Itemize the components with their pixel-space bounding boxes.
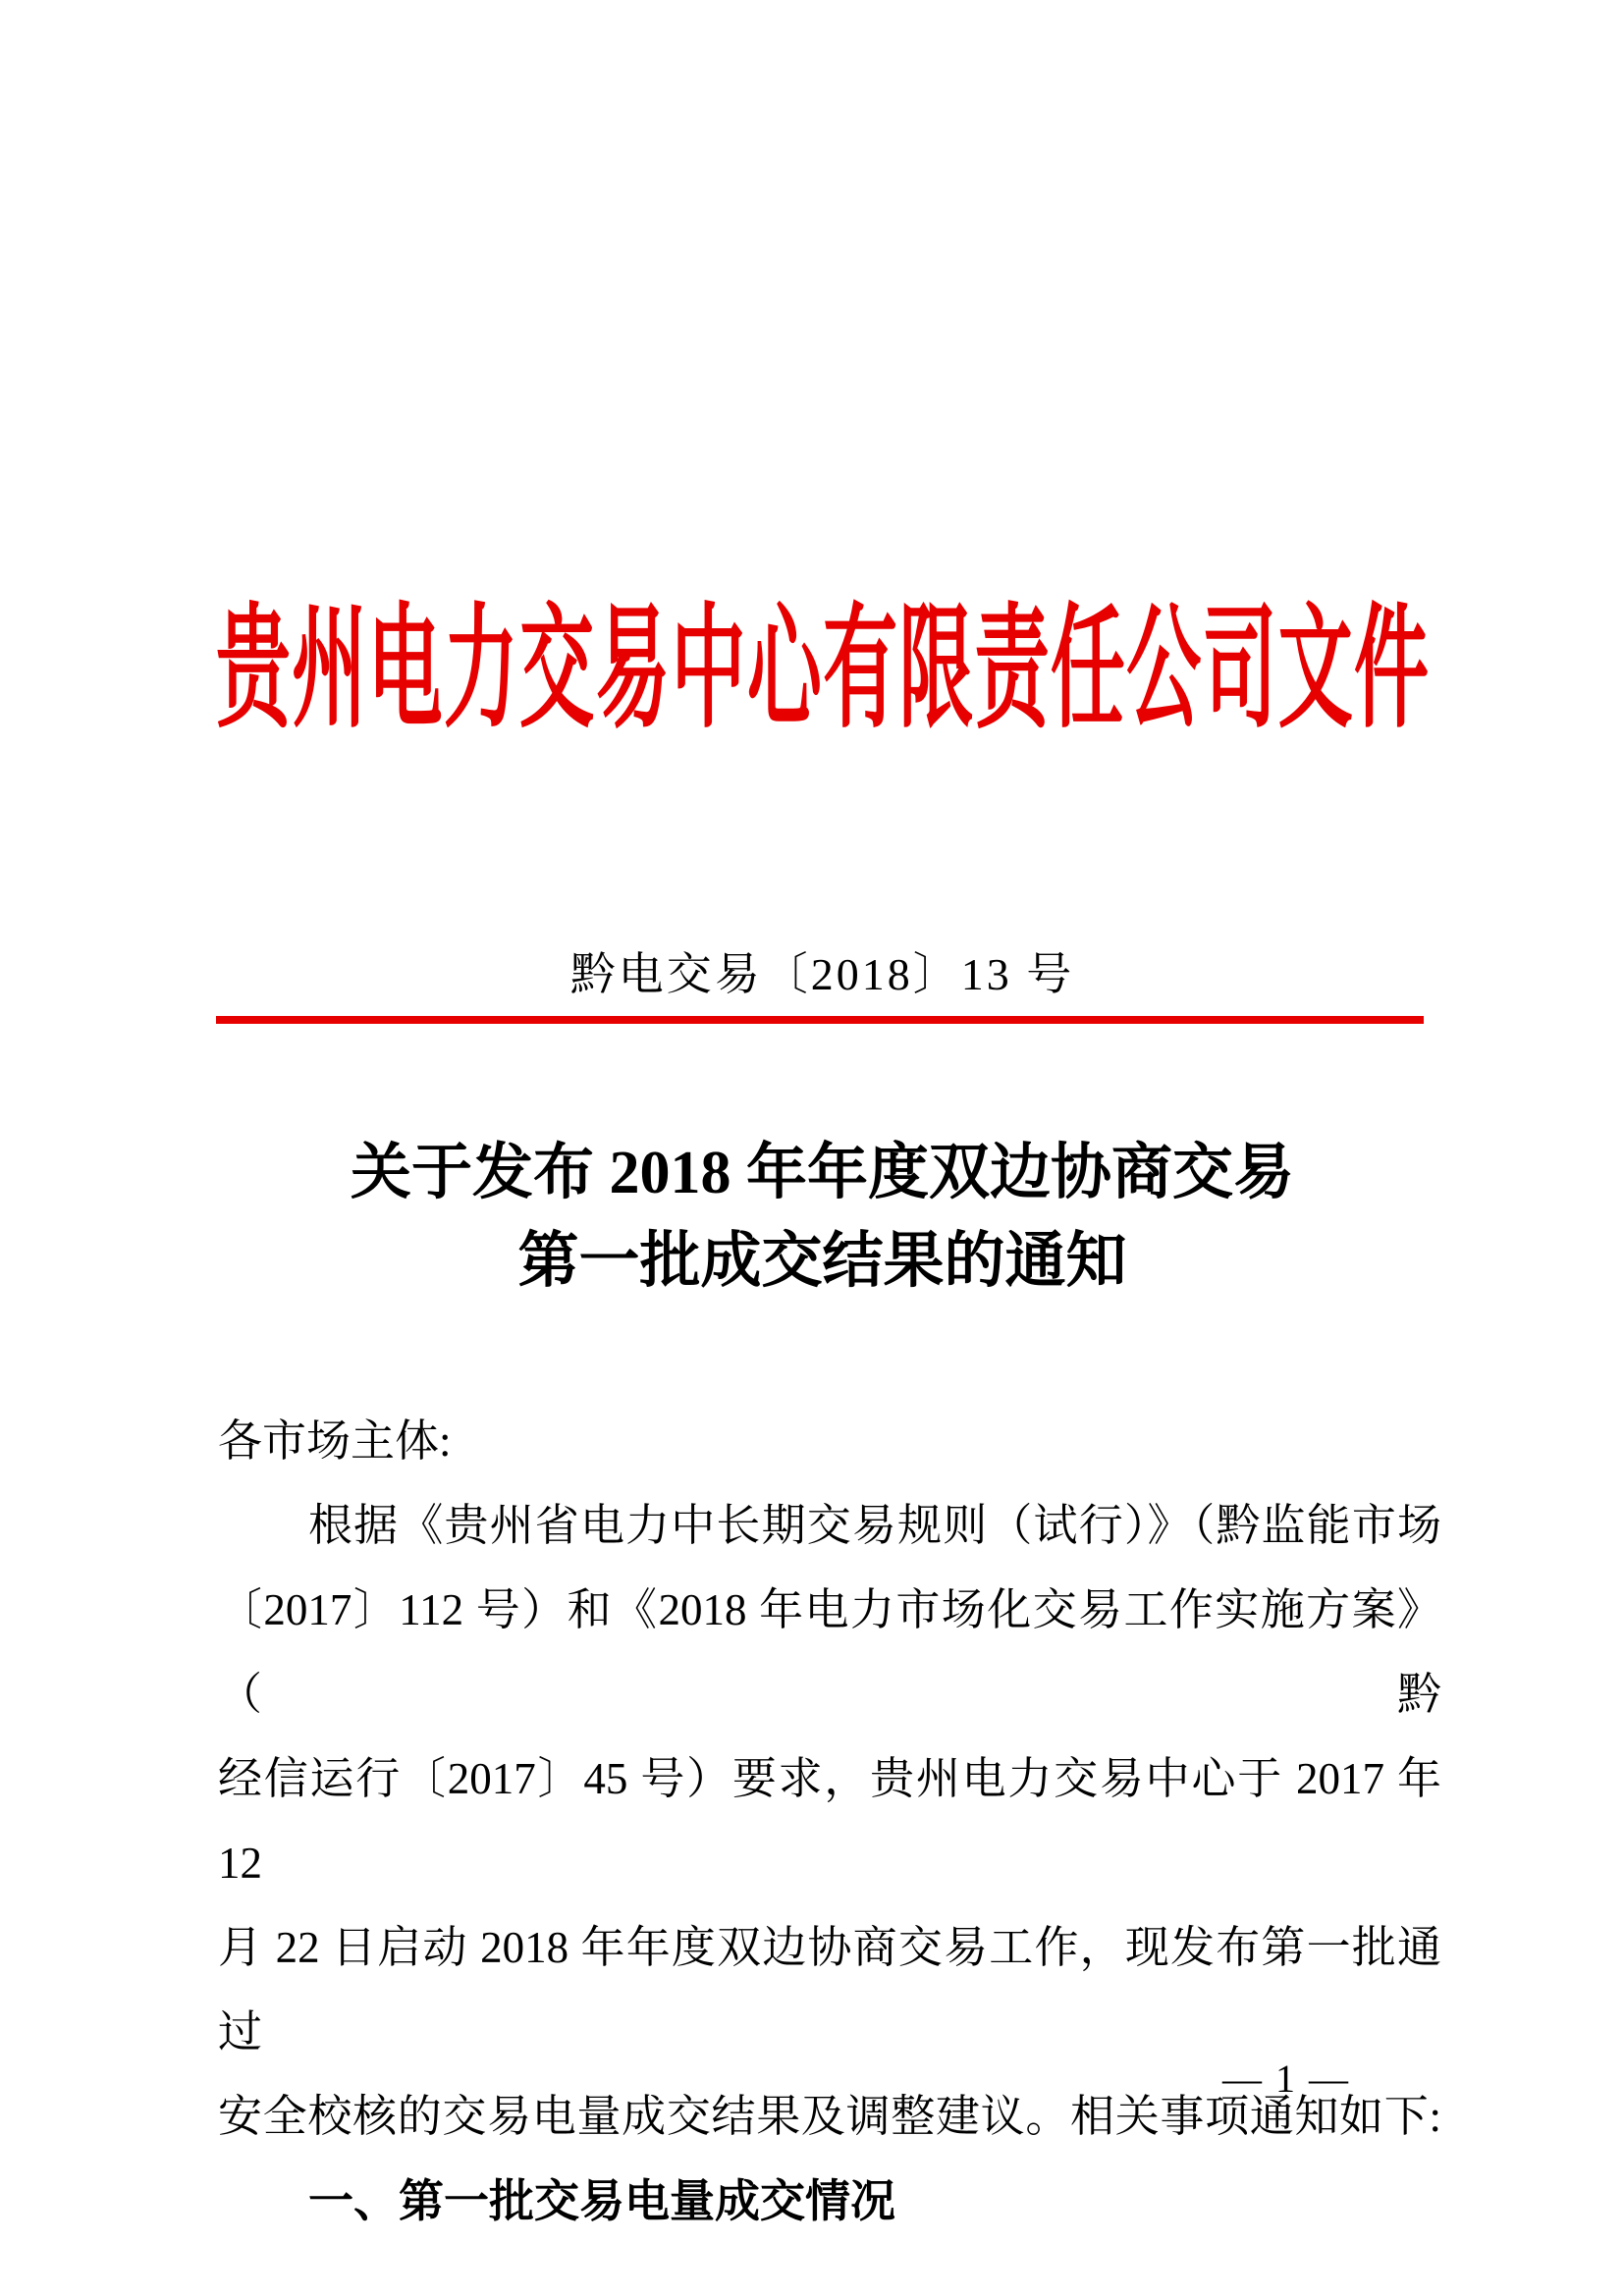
red-divider-line bbox=[216, 1016, 1424, 1024]
section-heading: 一、第一批交易电量成交情况 bbox=[308, 2175, 895, 2226]
body-line: 根据《贵州省电力中长期交易规则（试行）》（黔监能市场 bbox=[308, 1501, 1441, 1550]
body-text bbox=[218, 1399, 1441, 2243]
salutation-line: 各市场主体: bbox=[218, 1416, 452, 1466]
red-header-org-title: 贵 州 电 力 交 易 中 心 有 限 责 任 公 司 文 件 bbox=[216, 596, 1429, 745]
document-title-line-2: 第一批成交结果的通知 bbox=[517, 1228, 1127, 1295]
body-line: 安全校核的交易电量成交结果及调整建议。相关事项通知如下: bbox=[218, 2092, 1441, 2141]
body-line: 〔2017〕112 号）和《2018 年电力市场化交易工作实施方案》（黔 bbox=[218, 1585, 1441, 1719]
document-title bbox=[216, 1129, 1429, 1306]
body-line: 月 22 日启动 2018 年年度双边协商交易工作，现发布第一批通过 bbox=[218, 1923, 1441, 2056]
document-number: 黔电交易〔2018〕13 号 bbox=[569, 949, 1075, 999]
page-number: — 1 — bbox=[1222, 2056, 1350, 2101]
body-line: 经信运行〔2017〕45 号）要求，贵州电力交易中心于 2017 年 12 bbox=[218, 1754, 1441, 1888]
document-title-line-1: 关于发布 2018 年年度双边协商交易 bbox=[350, 1140, 1294, 1206]
